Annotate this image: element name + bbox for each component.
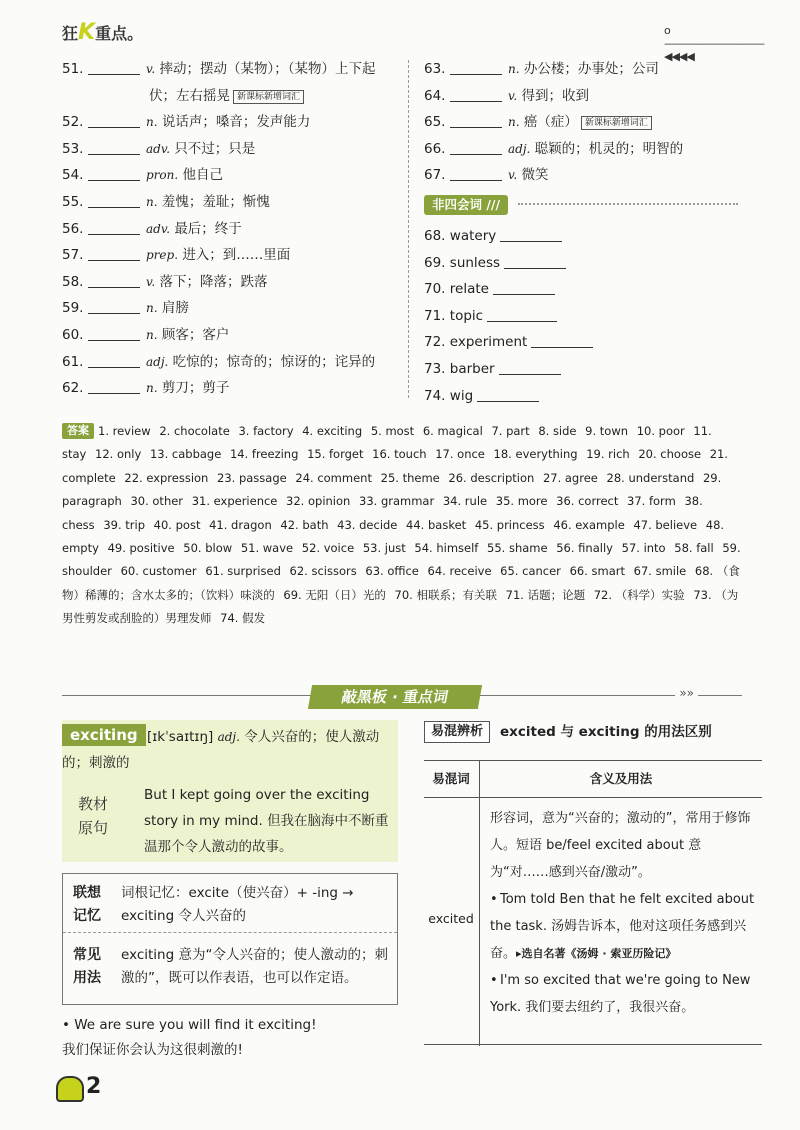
answer-item: 3. factory — [238, 424, 294, 438]
answer-item: 20. choose — [638, 447, 702, 462]
answer-blank[interactable] — [477, 388, 539, 402]
diff-badge: 易混辨析 — [424, 721, 490, 743]
answer-item: 17. once — [435, 447, 485, 462]
brand-logo: 狂K重点。 — [62, 20, 144, 45]
answer-blank[interactable] — [88, 354, 140, 368]
answer-blank[interactable] — [493, 281, 555, 295]
answer-item: 72. （科学）实验 — [593, 587, 685, 602]
dotted-rule — [518, 203, 738, 205]
answer-item: 9. town — [585, 424, 629, 438]
diff-word: excited — [428, 911, 474, 926]
answer-blank[interactable] — [504, 255, 566, 269]
new-word-tag: 新课标新增词汇 — [581, 116, 652, 130]
answer-item: 35. more — [495, 494, 548, 509]
answer-item: 24. comment — [295, 470, 372, 485]
new-word-tag: 新课标新增词汇 — [233, 90, 304, 104]
diff-title: excited 与 exciting 的用法区别 — [500, 724, 712, 740]
keyword-definition: [ɪkˈsaɪtɪŋ] adj. 令人兴奋的；使人激动 的；刺激的 — [62, 729, 380, 771]
column-divider — [408, 60, 409, 398]
fsw-badge: 非四会词 /// — [424, 195, 508, 215]
answer-item: 44. basket — [406, 517, 467, 532]
banner-title: 敲黑板 · 重点词 — [308, 685, 482, 709]
answer-item: 12. only — [95, 447, 142, 462]
answer-blank[interactable] — [450, 141, 502, 155]
vocab-item: 55. n. 羞愧；羞耻；惭愧 — [62, 193, 270, 210]
fsw-item: 69. sunless — [424, 250, 744, 277]
vocab-item: 67. v. 微笑 — [424, 167, 549, 184]
vocab-item: 65. n. 癌（症） 新课标新增词汇 — [424, 109, 744, 136]
fsw-item: 74. wig — [424, 383, 744, 410]
answer-item: 48. empty — [62, 517, 725, 556]
answer-item: 21. complete — [62, 447, 729, 485]
diff-header-rule — [424, 797, 762, 798]
page-number: 2 — [56, 1074, 116, 1106]
answer-item: 27. agree — [542, 470, 598, 485]
answer-item: 19. rich — [586, 447, 630, 462]
usage-divider — [63, 932, 397, 933]
diff-column-rule — [479, 761, 480, 1046]
answer-item: 8. side — [538, 424, 577, 438]
banner-arrows: »» — [675, 686, 698, 700]
answer-item: 51. wave — [240, 541, 294, 556]
answer-item: 25. theme — [380, 470, 440, 485]
fsw-item: 73. barber — [424, 356, 744, 383]
answer-item: 57. into — [621, 541, 666, 556]
section-banner — [62, 683, 742, 711]
answer-item: 38. chess — [62, 494, 703, 532]
answer-item: 4. exciting — [302, 424, 363, 438]
vocab-list-right — [424, 56, 744, 409]
answer-item: 2. chocolate — [159, 424, 230, 438]
answer-blank[interactable] — [88, 327, 140, 341]
keyword-card — [62, 720, 398, 862]
answer-item: 32. opinion — [286, 494, 351, 509]
vocab-item: 66. adj. 聪颖的；机灵的；明智的 — [424, 140, 684, 157]
answer-item: 66. smart — [569, 564, 625, 579]
answer-blank[interactable] — [450, 88, 502, 102]
answer-item: 50. blow — [183, 541, 233, 556]
answer-item: 18. everything — [493, 447, 578, 462]
vocab-item: 54. pron. 他自己 — [62, 167, 223, 184]
vocab-item: 57. prep. 进入；到……里面 — [62, 247, 291, 264]
answer-item: 46. example — [553, 517, 625, 532]
answer-item: 42. bath — [280, 517, 329, 532]
answer-item: 41. dragon — [209, 517, 272, 532]
fsw-item: 70. relate — [424, 276, 744, 303]
fsw-item: 68. watery — [424, 223, 744, 250]
answer-item: 1. review — [98, 424, 151, 438]
answer-item: 56. finally — [556, 541, 613, 556]
answer-item: 62. scissors — [289, 564, 357, 579]
answer-item: 33. grammar — [359, 494, 435, 509]
answer-item: 52. voice — [301, 541, 355, 556]
source-label: 教材原句 — [78, 795, 109, 837]
answer-blank[interactable] — [88, 141, 140, 155]
answer-item: 60. customer — [120, 564, 197, 579]
vocab-item: 59. n. 肩膀 — [62, 300, 189, 317]
answer-item: 55. shame — [487, 541, 548, 556]
vocab-item: 64. v. 得到；收到 — [424, 87, 589, 104]
answer-item: 26. description — [448, 470, 535, 485]
answer-key — [62, 420, 742, 631]
fsw-header — [424, 189, 744, 223]
answer-blank[interactable] — [487, 308, 557, 322]
answer-item: 69. 无阳（日）光的 — [283, 587, 386, 602]
answer-item: 39. trip — [103, 517, 146, 532]
diff-table — [424, 760, 762, 1045]
answer-blank[interactable] — [450, 114, 502, 128]
answer-label: 答案 — [62, 423, 94, 439]
answer-blank[interactable] — [450, 61, 502, 75]
memory-label: 联想记忆 — [73, 885, 101, 924]
vocab-item: 60. n. 顾客；客户 — [62, 326, 230, 343]
vocab-item: 63. n. 办公楼；办事处；公司 — [424, 61, 659, 77]
answer-blank[interactable] — [88, 61, 140, 75]
answer-blank[interactable] — [88, 167, 140, 181]
memory-text: 词根记忆：excite（使兴奋）+ -ing → exciting 令人兴奋的 — [121, 885, 354, 924]
vocab-item: 51. v. 摔动；摆动（某物）；（某物）上下起 — [62, 61, 376, 77]
answer-blank[interactable] — [500, 228, 562, 242]
answer-blank[interactable] — [499, 361, 561, 375]
answer-item: 40. post — [153, 517, 201, 532]
answer-item: 71. 话题；论题 — [505, 587, 586, 602]
answer-item: 31. experience — [191, 494, 278, 509]
vocab-item: 58. v. 落下；降落；跌落 — [62, 273, 268, 290]
answer-blank[interactable] — [88, 194, 140, 208]
fsw-item: 72. experiment — [424, 329, 744, 356]
answer-item: 49. positive — [107, 541, 175, 556]
diff-usage: 形容词，意为“兴奋的；激动的”，常用于修饰人。短语 be/feel excited about 意为“对……感到兴奋/激动”。 • Tom told Ben that he felt excited about the task. 汤姆告诉本，他对这项任务感到兴奋。▸选自名著《汤姆 · 索亚历险记》 • I'm so excited that we're going to New York. 我们要去纽约了，我很兴奋。 — [490, 811, 755, 1015]
answer-item: 54. himself — [414, 541, 479, 556]
answer-blank[interactable] — [450, 167, 502, 181]
page-header — [0, 0, 800, 63]
source-sentence: But I kept going over the exciting story in my mind. 但我在脑海中不断重温那个令人激动的故事。 — [144, 787, 389, 855]
answer-item: 13. cabbage — [149, 447, 222, 462]
answer-item: 6. magical — [422, 424, 483, 438]
answer-item: 58. fall — [674, 541, 714, 556]
bulb-icon — [56, 1076, 84, 1102]
answer-item: 61. surprised — [205, 564, 281, 579]
answer-item: 64. receive — [427, 564, 492, 579]
answer-item: 37. form — [627, 494, 676, 509]
answer-item: 67. smile — [633, 564, 687, 579]
answer-blank[interactable] — [88, 247, 140, 261]
answer-item: 5. most — [370, 424, 415, 438]
answer-item: 22. expression — [124, 470, 209, 485]
answer-item: 73. （为男性剪发或刮脸的）男理发师 — [62, 587, 739, 626]
answer-item: 45. princess — [474, 517, 545, 532]
diff-col-word: 易混词 — [432, 771, 470, 786]
usage-box — [62, 873, 398, 1005]
answer-item: 34. rule — [442, 494, 488, 509]
answer-item: 47. believe — [633, 517, 698, 532]
answer-item: 65. cancer — [500, 564, 561, 579]
answer-blank[interactable] — [88, 380, 140, 394]
answer-item: 10. poor — [636, 424, 685, 438]
usage-text: exciting 意为“令人兴奋的；使人激动的；刺激的”，既可以作表语，也可以作定语。 — [121, 947, 388, 986]
answer-item: 28. understand — [606, 470, 695, 485]
header-arrows: o——————————◀◀◀◀ — [664, 24, 764, 63]
answer-item: 74. 假发 — [220, 611, 266, 626]
example-sentence: • We are sure you will find it exciting! 我们保证你会认为这很刺激的! — [62, 1017, 317, 1058]
answer-item: 36. correct — [556, 494, 619, 509]
answer-item: 29. paragraph — [62, 470, 722, 509]
answer-item: 14. freezing — [229, 447, 299, 462]
vocab-list-left — [62, 56, 406, 402]
answer-blank[interactable] — [88, 300, 140, 314]
answer-item: 59. shoulder — [62, 541, 741, 579]
usage-label: 常见用法 — [73, 947, 101, 986]
answer-item: 70. 相联系；有关联 — [394, 587, 497, 602]
diff-col-usage: 含义及用法 — [589, 771, 653, 786]
keyword-badge: exciting — [62, 724, 146, 746]
answer-item: 43. decide — [337, 517, 398, 532]
answer-item: 68. （食物）稀薄的；含水太多的；（饮料）味淡的 — [62, 564, 740, 602]
answer-blank[interactable] — [88, 274, 140, 288]
vocab-item: 56. adv. 最后；终于 — [62, 220, 242, 237]
answer-item: 11. stay — [62, 424, 712, 462]
answer-item: 7. part — [491, 424, 530, 438]
answer-item: 16. touch — [372, 447, 427, 462]
vocab-item: 62. n. 剪刀；剪子 — [62, 380, 230, 397]
answer-item: 15. forget — [307, 447, 364, 462]
vocab-item: 61. adj. 吃惊的；惊奇的；惊讶的；诧异的 — [62, 353, 376, 370]
answer-item: 63. office — [365, 564, 419, 579]
vocab-item: 53. adv. 只不过；只是 — [62, 140, 256, 157]
answer-blank[interactable] — [88, 221, 140, 235]
answer-item: 23. passage — [217, 470, 287, 485]
vocab-item-continued: 伏；左右摇晃 新课标新增词汇 — [62, 83, 406, 110]
answer-blank[interactable] — [531, 334, 593, 348]
vocab-item: 52. n. 说话声；嗓音；发声能力 — [62, 114, 311, 131]
answer-blank[interactable] — [88, 114, 140, 128]
answer-item: 30. other — [130, 494, 184, 509]
fsw-item: 71. topic — [424, 303, 744, 330]
answer-item: 53. just — [362, 541, 406, 556]
